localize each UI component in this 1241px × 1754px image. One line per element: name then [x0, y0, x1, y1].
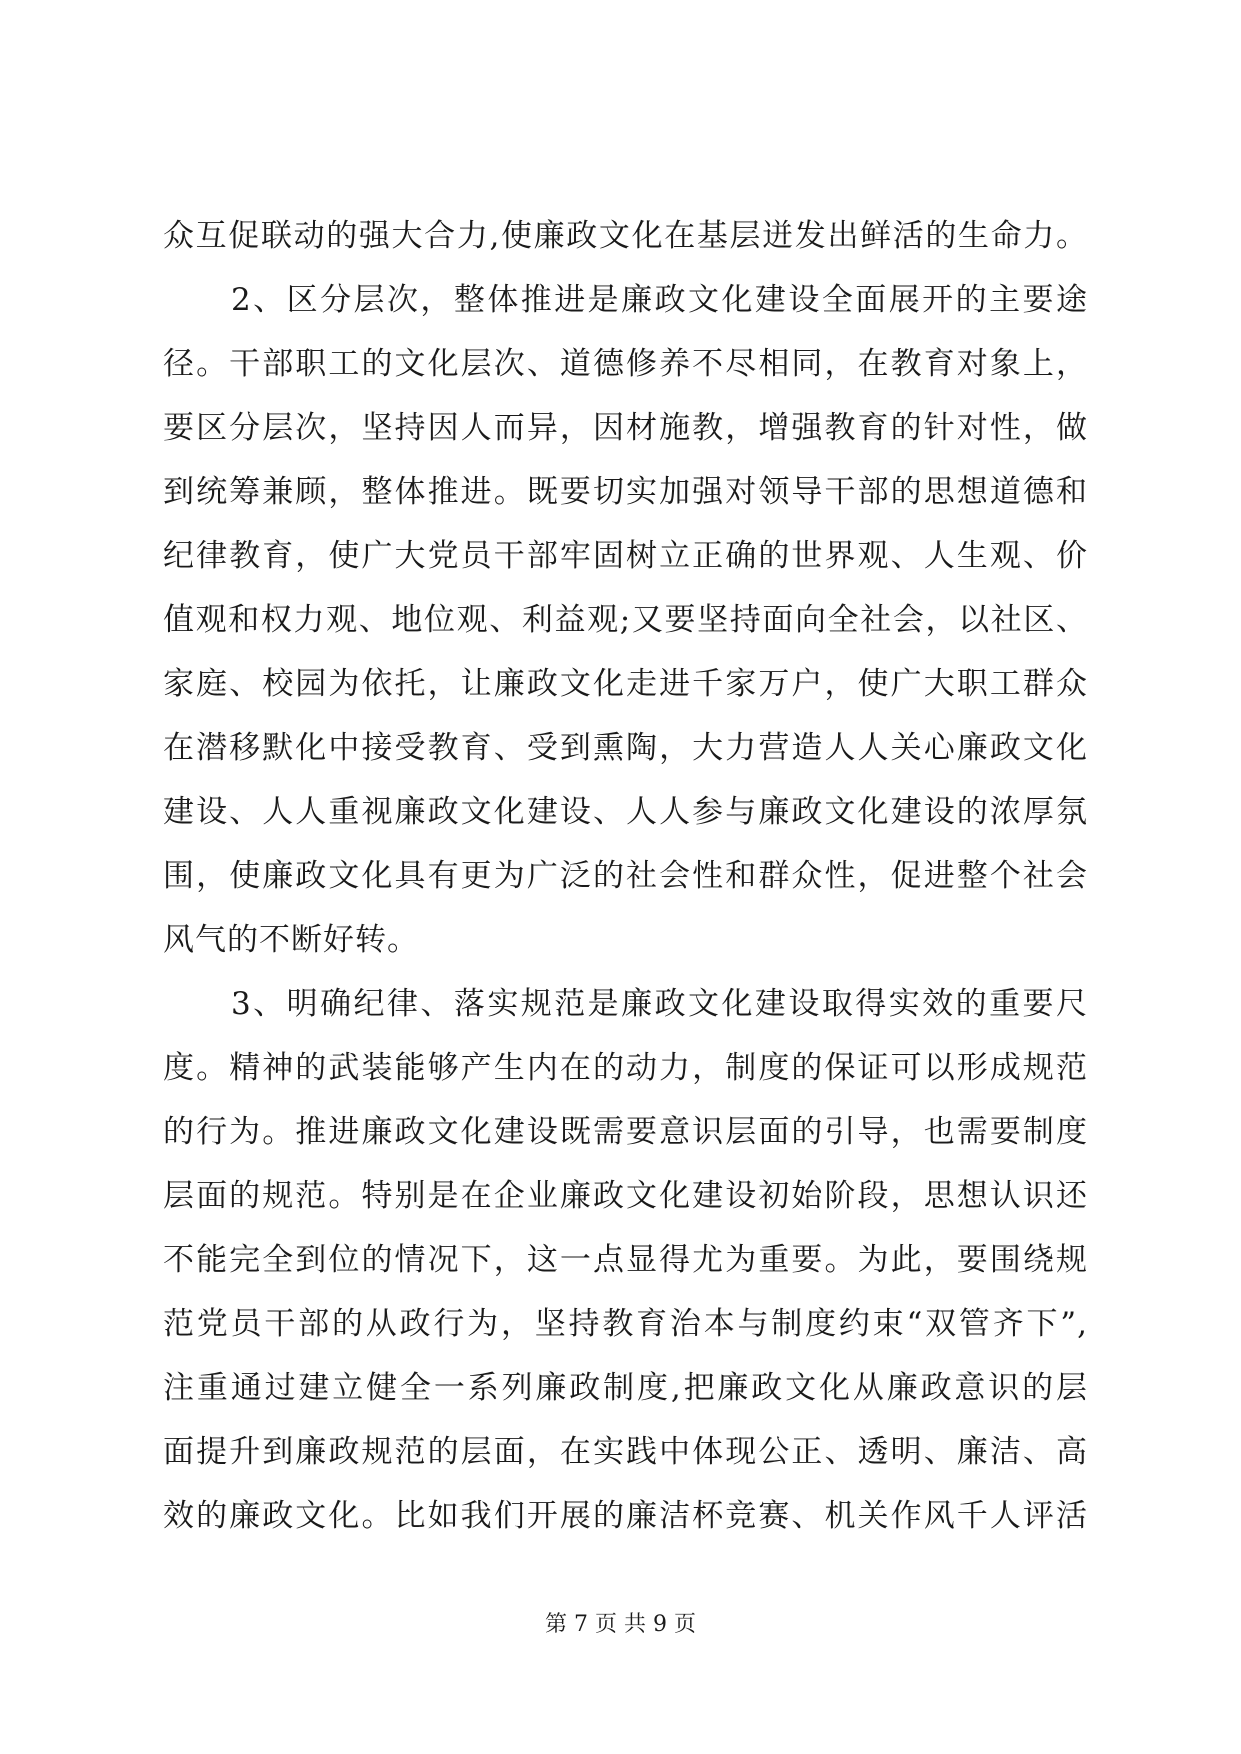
text-line: 值观和权力观、地位观、利益观;又要坚持面向全社会，以社区、 — [163, 602, 1088, 638]
text-line: 纪律教育，使广大党员干部牢固树立正确的世界观、人生观、价 — [163, 538, 1088, 574]
text-line: 风气的不断好转。 — [163, 922, 419, 958]
text-line: 建设、人人重视廉政文化建设、人人参与廉政文化建设的浓厚氛 — [163, 794, 1088, 830]
text-line: 度。精神的武装能够产生内在的动力，制度的保证可以形成规范 — [163, 1050, 1088, 1086]
text-line: 面提升到廉政规范的层面，在实践中体现公正、透明、廉洁、高 — [163, 1434, 1088, 1470]
text-line: 注重通过建立健全一系列廉政制度,把廉政文化从廉政意识的层 — [163, 1370, 1088, 1406]
page-footer: 第 7 页 共 9 页 — [545, 1612, 696, 1637]
text-line: 层面的规范。特别是在企业廉政文化建设初始阶段，思想认识还 — [163, 1178, 1088, 1214]
text-line: 围，使廉政文化具有更为广泛的社会性和群众性，促进整个社会 — [163, 858, 1088, 894]
text-line: 众互促联动的强大合力,使廉政文化在基层迸发出鲜活的生命力。 — [163, 218, 1088, 254]
text-line: 不能完全到位的情况下，这一点显得尤为重要。为此，要围绕规 — [163, 1242, 1088, 1278]
text-line: 范党员干部的从政行为，坚持教育治本与制度约束“双管齐下”, — [163, 1306, 1088, 1342]
text-line: 2、区分层次，整体推进是廉政文化建设全面展开的主要途 — [231, 282, 1088, 318]
text-line: 效的廉政文化。比如我们开展的廉洁杯竞赛、机关作风千人评活 — [163, 1498, 1088, 1534]
text-line: 径。干部职工的文化层次、道德修养不尽相同，在教育对象上， — [163, 346, 1088, 382]
document-body — [163, 204, 1088, 1548]
text-line: 在潜移默化中接受教育、受到熏陶，大力营造人人关心廉政文化 — [163, 730, 1088, 766]
text-line: 到统筹兼顾，整体推进。既要切实加强对领导干部的思想道德和 — [163, 474, 1088, 510]
text-line: 要区分层次，坚持因人而异，因材施教，增强教育的针对性，做 — [163, 410, 1088, 446]
text-line: 的行为。推进廉政文化建设既需要意识层面的引导，也需要制度 — [163, 1114, 1088, 1150]
text-line: 3、明确纪律、落实规范是廉政文化建设取得实效的重要尺 — [231, 986, 1088, 1022]
text-line: 家庭、校园为依托，让廉政文化走进千家万户，使广大职工群众 — [163, 666, 1088, 702]
